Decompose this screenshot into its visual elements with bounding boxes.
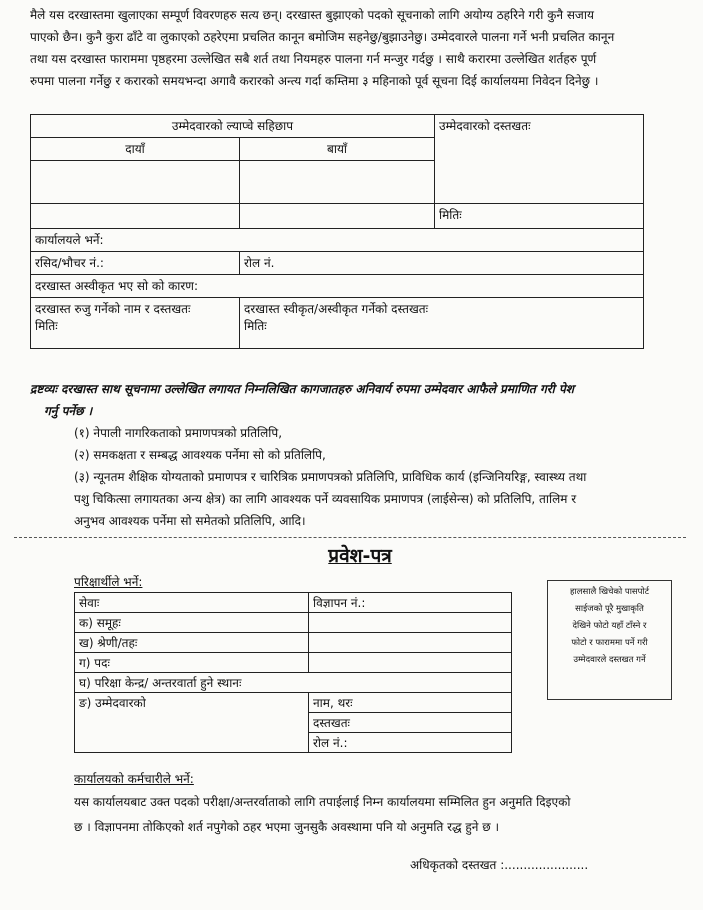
note-item: पशु चिकित्सा लगायतका अन्य क्षेत्र) का लागि आवश्यक पर्ने व्यवसायिक प्रमाणपत्र (लाईसेन्स) को प्रतिलिपि, तालिम र — [74, 492, 577, 506]
registrar-sign-cell[interactable] — [31, 298, 240, 349]
photo-instruction-line: साईजको पूरै मुखाकृति — [575, 604, 644, 614]
admit-card-table — [74, 592, 512, 753]
application-form-table — [30, 114, 644, 349]
name-field[interactable]: नाम, थरः — [309, 693, 512, 713]
note-heading-cont: गर्नु पर्नेछ । — [44, 404, 93, 418]
approver-date-label: मितिः — [244, 319, 267, 333]
post-field[interactable]: ग) पदः — [75, 653, 309, 673]
exam-center-field[interactable]: घ) परिक्षा केन्द्र/ अन्तरवार्ता हुने स्थानः — [75, 673, 512, 693]
note-heading: द्रष्टव्यः दरखास्त साथ सूचनामा उल्लेखित लगायत निम्नलिखित कागजातहरु अनिवार्य रुपमा उम्मेदवार आफैले प्रमाणित गरी पेश — [30, 382, 574, 396]
authority-signature[interactable]: अधिकृतको दस्तखत :...................... — [410, 858, 589, 872]
note-item: (१) नेपाली नागरिकताको प्रमाणपत्रको प्रतिलिपि, — [74, 426, 283, 440]
left-thumbprint-box[interactable] — [240, 161, 435, 204]
declaration-line: मैले यस दरखास्तमा खुलाएका सम्पूर्ण विवरणहरु सत्य छन्। दरखास्त बुझाएको पदको सूचनाको लागि अयोग्य ठहरिने गरी कुनै सजाय — [30, 8, 594, 22]
note-item: (२) समकक्षता र सम्बद्ध आवश्यक पर्नेमा सो को प्रतिलिपि, — [74, 448, 326, 462]
photo-instruction-line: फोटो र फाराममा पर्ने गरी — [571, 638, 648, 648]
service-field[interactable]: सेवाः — [75, 593, 309, 613]
post-value[interactable] — [309, 653, 512, 673]
office-use-label: कार्यालयले भर्ने: — [31, 229, 644, 252]
candidate-signature-cell[interactable]: उम्मेदवारको दस्तखतः — [435, 115, 644, 204]
admit-card-title: प्रवेश-पत्र — [328, 545, 392, 567]
receipt-number-field[interactable]: रसिद/भौचर नं.: — [31, 252, 240, 275]
approver-sign-label: दरखास्त स्वीकृत/अस्वीकृत गर्नेको दस्तखतः — [244, 302, 429, 316]
permission-text — [74, 790, 686, 840]
declaration-line: तथा यस दरखास्त फाराममा पृष्ठहरमा उल्लेखित सबै शर्त तथा नियमहरु पालना गर्न मन्जुर गर्दछु । साथै करारमा उल्लेखित शर्तहरु पूर्ण — [30, 52, 597, 66]
examinee-fill-label: परिक्षार्थीले भर्ने: — [74, 575, 143, 589]
roll-number-field[interactable]: रोल नं. — [240, 252, 644, 275]
approver-sign-cell[interactable] — [240, 298, 644, 349]
registrar-sign-label: दरखास्त रुजु गर्नेको नाम र दस्तखतः — [35, 302, 191, 316]
right-thumbprint-box[interactable] — [31, 161, 240, 204]
photo-instruction-line: हालसालै खिचेको पासपोर्ट — [570, 587, 649, 597]
cut-line-divider — [14, 537, 686, 538]
thumbprint-header: उम्मेदवारको ल्याप्चे सहिछाप — [31, 115, 435, 138]
note-item: अनुभव आवश्यक पर्नेमा सो समेतको प्रतिलिपि, आदि। — [74, 514, 306, 528]
declaration-paragraph — [30, 4, 670, 92]
group-field[interactable]: क) समूहः — [75, 613, 309, 633]
staff-fill-label: कार्यालयको कर्मचारीले भर्ने: — [74, 772, 194, 786]
level-field[interactable]: ख) श्रेणी/तहः — [75, 633, 309, 653]
advert-number-field[interactable]: विज्ञापन नं.: — [309, 593, 512, 613]
left-thumb-label: बायाँ — [240, 138, 435, 161]
right-thumb-label: दायाँ — [31, 138, 240, 161]
declaration-line: रुपमा पालना गर्नेछु र करारको समयभन्दा अगावै करारको अन्त्य गर्दा कम्तिमा ३ महिनाको पूर्व सूचना दिई कार्यालयमा निवेदन दिनेछु । — [30, 74, 599, 88]
admit-roll-number-field[interactable]: रोल नं.: — [309, 733, 512, 753]
level-value[interactable] — [309, 633, 512, 653]
thumb-empty-left — [240, 204, 435, 229]
note-section — [30, 378, 675, 532]
thumb-empty-right — [31, 204, 240, 229]
permission-line: छ । विज्ञापनमा तोकिएको शर्त नपुगेको ठहर भएमा जुनसुकै अवस्थामा पनि यो अनुमति रद्ध हुने छ । — [74, 820, 500, 834]
photo-instruction-line: देखिने फोटो यहाँ टाँस्ने र — [572, 621, 647, 631]
declaration-line: पाएको छैन। कुनै कुरा ढाँटे वा लुकाएको ठहरेएमा प्रचलित कानून बमोजिम सहनेछु/बुझाउनेछु। उम्मेदवारले पालना गर्ने भनी प्रचलित कानून — [30, 30, 615, 44]
group-value[interactable] — [309, 613, 512, 633]
signature-date-field[interactable]: मितिः — [435, 204, 644, 229]
candidate-signature-field[interactable]: दस्तखतः — [309, 713, 512, 733]
note-item: (३) न्यूनतम शैक्षिक योग्यताको प्रमाणपत्र र चारित्रिक प्रमाणपत्रको प्रतिलिपि, प्राविधिक कार्य (इन्जिनियरिङ्ग, स्वास्थ्य तथा — [74, 470, 587, 484]
photo-instruction-line: उम्मेदवारले दस्तखत गर्ने — [573, 655, 646, 665]
photo-box[interactable] — [547, 580, 672, 700]
candidate-label: ङ) उम्मेदवारको — [75, 693, 309, 753]
rejection-reason-field[interactable]: दरखास्त अस्वीकृत भए सो को कारण: — [31, 275, 644, 298]
permission-line: यस कार्यालयबाट उक्त पदको परीक्षा/अन्तरर्वाताको लागि तपाईलाई निम्न कार्यालयमा सम्मिलित हुन अनुमति दिइएको — [74, 795, 571, 809]
registrar-date-label: मितिः — [35, 319, 58, 333]
